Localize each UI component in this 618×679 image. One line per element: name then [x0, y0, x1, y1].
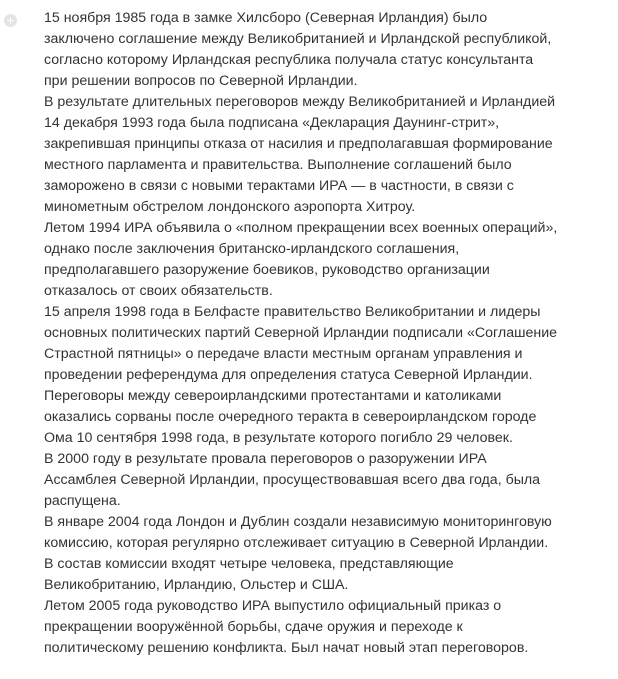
paragraph-line: Ассамблея Северной Ирландии, просуществовавшая всего два года, была: [44, 472, 541, 488]
paragraph: [44, 92, 614, 218]
paragraph: [44, 596, 614, 659]
paragraph-line: распущена.: [44, 493, 121, 509]
paragraph-line: 15 ноября 1985 года в замке Хилсборо (Северная Ирландия) было: [44, 10, 488, 26]
paragraph-line: Летом 1994 ИРА объявила о «полном прекращении всех военных операций»,: [44, 220, 558, 236]
paragraph-line: отказалось от своих обязательств.: [44, 283, 273, 299]
paragraph-line: Летом 2005 года руководство ИРА выпустило официальный приказ о: [44, 598, 502, 614]
paragraph: [44, 302, 614, 386]
paragraph-line: В состав комиссии входят четыре человека, представляющие: [44, 556, 454, 572]
paragraph-line: местного парламента и правительства. Выполнение соглашений было: [44, 157, 512, 173]
paragraph: [44, 512, 614, 554]
add-icon[interactable]: [4, 14, 17, 27]
paragraph-line: заключено соглашение между Великобританией и Ирландской республикой,: [44, 31, 552, 47]
paragraph-line: В 2000 году в результате провала переговоров о разоружении ИРА: [44, 451, 487, 467]
paragraph-line: согласно которому Ирландская республика получала статус консультанта: [44, 52, 534, 68]
paragraph-line: прекращении вооружённой борьбы, сдаче оружия и переходе к: [44, 619, 463, 635]
paragraph-line: Великобританию, Ирландию, Ольстер и США.: [44, 577, 349, 593]
paragraph-line: минометным обстрелом лондонского аэропорта Хитроу.: [44, 199, 416, 215]
paragraph: [44, 386, 614, 449]
paragraph-line: Ома 10 сентября 1998 года, в результате которого погибло 29 человек.: [44, 430, 513, 446]
paragraph: [44, 218, 614, 302]
paragraph-line: 15 апреля 1998 года в Белфасте правительство Великобритании и лидеры: [44, 304, 541, 320]
paragraph-line: Страстной пятницы» о передаче власти местным органам управления и: [44, 346, 523, 362]
paragraph-line: закрепившая принципы отказа от насилия и предполагавшая формирование: [44, 136, 553, 152]
paragraph-line: однако после заключения британско-ирландского соглашения,: [44, 241, 460, 257]
paragraph-line: проведении референдума для определения статуса Северной Ирландии.: [44, 367, 533, 383]
paragraph: [44, 449, 614, 512]
paragraph-line: Переговоры между североирландскими протестантами и католиками: [44, 388, 502, 404]
paragraph-line: В результате длительных переговоров между Великобританией и Ирландией: [44, 94, 556, 110]
paragraph-line: при решении вопросов по Северной Ирландии.: [44, 73, 358, 89]
paragraph-line: основных политических партий Северной Ирландии подписали «Соглашение: [44, 325, 558, 341]
paragraph-line: заморожено в связи с новыми терактами ИРА — в частности, в связи с: [44, 178, 514, 194]
paragraph-line: предполагавшего разоружение боевиков, руководство организации: [44, 262, 490, 278]
paragraph-line: комиссию, которая регулярно отслеживает ситуацию в Северной Ирландии.: [44, 535, 549, 551]
article-text: [44, 8, 614, 659]
paragraph-line: В январе 2004 года Лондон и Дублин создали независимую мониторинговую: [44, 514, 552, 530]
paragraph: [44, 8, 614, 92]
paragraph-line: 14 декабря 1993 года была подписана «Декларация Даунинг-стрит»,: [44, 115, 500, 131]
paragraph-line: оказались сорваны после очередного теракта в североирландском городе: [44, 409, 537, 425]
paragraph-line: политическому решению конфликта. Был начат новый этап переговоров.: [44, 640, 529, 656]
paragraph: [44, 554, 614, 596]
